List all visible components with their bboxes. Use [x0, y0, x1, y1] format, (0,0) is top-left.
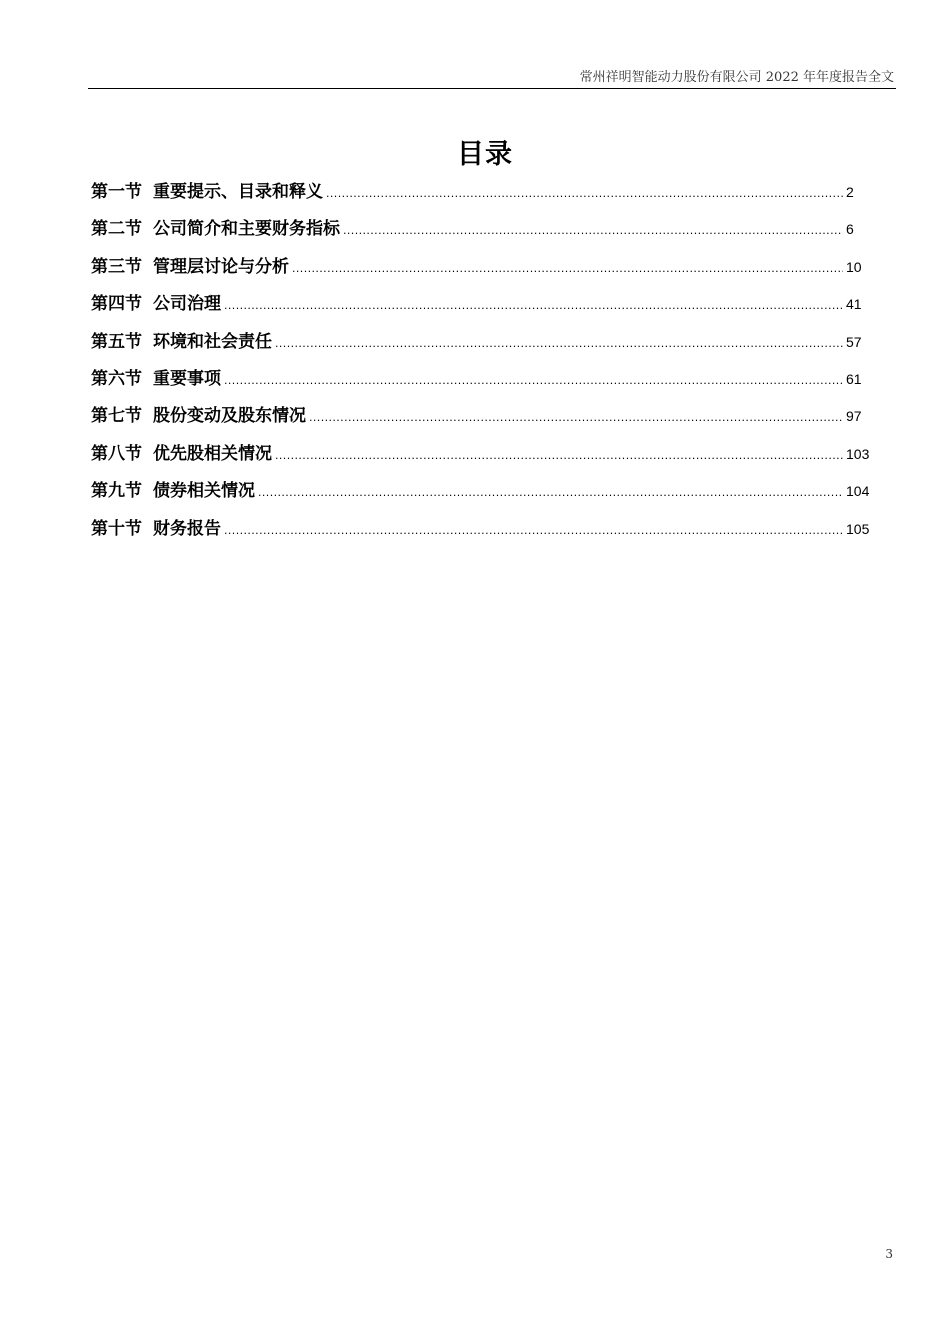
toc-page-number: 41 [846, 296, 862, 313]
toc-section-title: 债券相关情况 [153, 481, 255, 502]
toc-section-title: 股份变动及股东情况 [153, 406, 306, 427]
toc-dot-leader [326, 181, 843, 207]
toc-page-number: 105 [846, 520, 870, 537]
toc-entry-4[interactable] [91, 291, 873, 328]
toc-entry-2[interactable] [91, 216, 873, 253]
toc-section-title: 重要提示、目录和释义 [153, 182, 323, 202]
toc-page-number: 61 [846, 370, 862, 387]
toc-page-number: 103 [846, 445, 870, 462]
toc-section-title: 财务报告 [153, 518, 221, 539]
toc-dot-leader [224, 293, 843, 319]
toc-section-title: 环境和社会责任 [153, 331, 272, 352]
toc-dot-leader [309, 405, 843, 431]
toc-entry-9[interactable] [91, 478, 873, 515]
toc-title: 目录 [457, 139, 513, 170]
toc-section-title: 重要事项 [153, 368, 221, 389]
toc-entry-1[interactable] [91, 179, 873, 216]
toc-dot-leader [343, 218, 843, 244]
toc-section-number: 第一节 [91, 182, 142, 202]
toc-page-number: 10 [846, 258, 862, 275]
toc-section-title: 公司简介和主要财务指标 [153, 219, 340, 240]
toc-section-number: 第五节 [91, 331, 142, 352]
toc-entry-8[interactable] [91, 441, 873, 478]
toc-page-number: 6 [846, 221, 854, 238]
page-number: 3 [885, 1247, 893, 1261]
toc-page-number: 104 [846, 483, 870, 500]
toc-section-number: 第十节 [91, 518, 142, 539]
header-divider [88, 88, 896, 89]
toc-entry-5[interactable] [91, 329, 873, 366]
toc-page-number: 57 [846, 333, 862, 350]
toc-section-number: 第九节 [91, 481, 142, 502]
toc-section-number: 第二节 [91, 219, 142, 240]
toc-dot-leader [275, 331, 843, 357]
toc-dot-leader [224, 518, 843, 544]
toc-dot-leader [224, 368, 843, 394]
toc-dot-leader [292, 256, 843, 282]
toc-section-title: 优先股相关情况 [153, 443, 272, 464]
toc-section-number: 第三节 [91, 256, 142, 277]
toc-section-number: 第七节 [91, 406, 142, 427]
toc-dot-leader [275, 443, 843, 469]
toc-entry-3[interactable] [91, 254, 873, 291]
toc-section-number: 第八节 [91, 443, 142, 464]
toc-page-number: 97 [846, 408, 862, 425]
toc-section-title: 公司治理 [153, 294, 221, 315]
toc-section-number: 第六节 [91, 368, 142, 389]
running-header: 常州祥明智能动力股份有限公司 2022 年年度报告全文 [579, 70, 894, 85]
toc-page-number: 2 [846, 184, 854, 200]
toc-section-number: 第四节 [91, 294, 142, 315]
table-of-contents [91, 179, 873, 553]
toc-entry-6[interactable] [91, 366, 873, 403]
toc-section-title: 管理层讨论与分析 [153, 256, 289, 277]
toc-entry-7[interactable] [91, 403, 873, 440]
toc-entry-10[interactable] [91, 516, 873, 553]
toc-dot-leader [258, 480, 843, 506]
